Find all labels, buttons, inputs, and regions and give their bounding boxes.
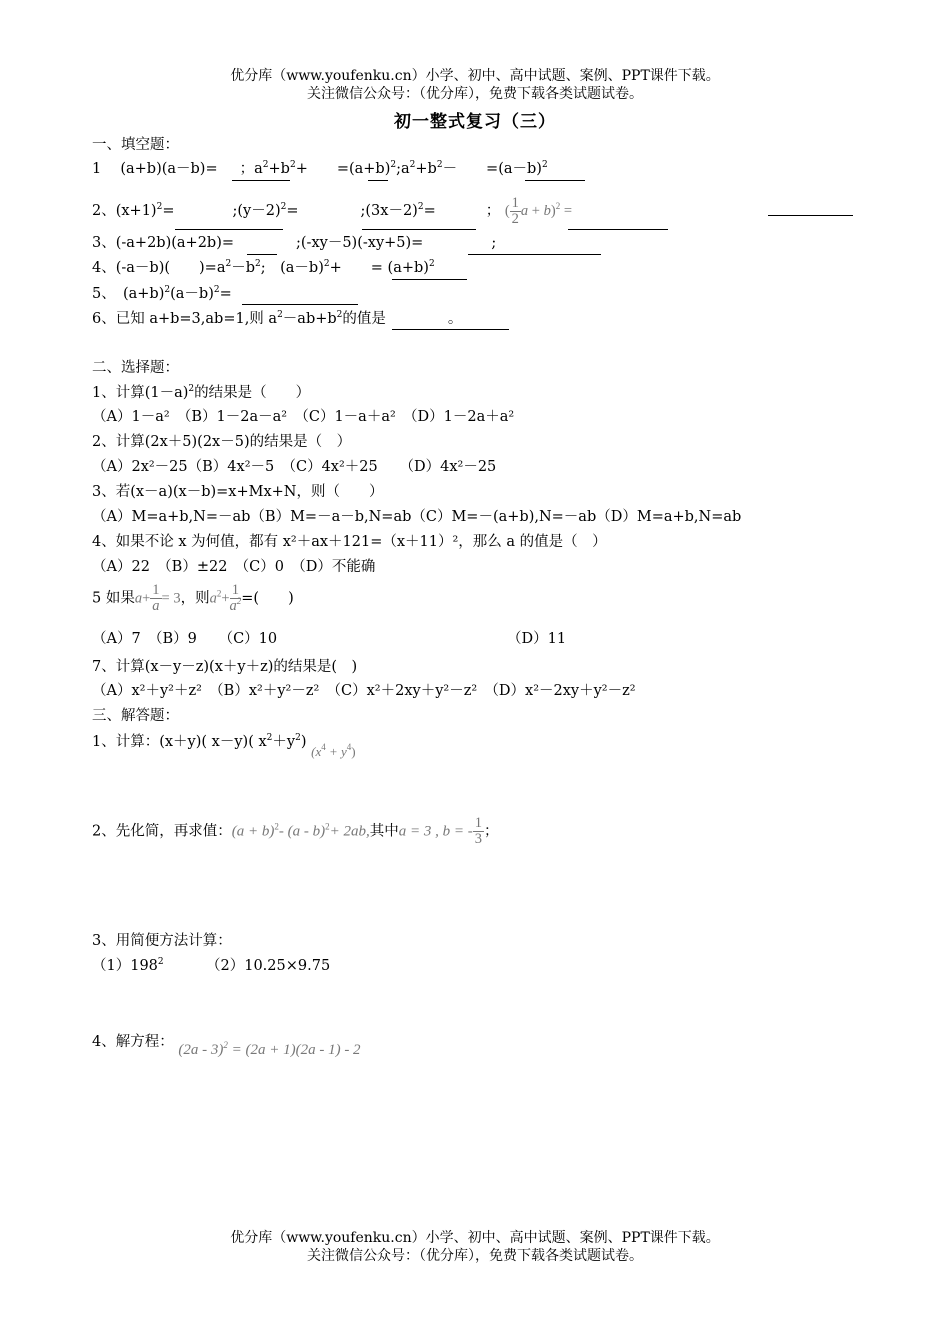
fill-q4-text-b: －b [231,260,256,276]
solve-q1-f-sup-1: 4 [321,742,326,752]
choice-q3-options: （A）M=a+b,N=－ab（B）M=－a－b,N=ab（C）M=－(a+b),N=－ab（D）M=a+b,N=ab [92,509,742,525]
fill-q2-frac-num: 1 [511,195,519,211]
fill-q6-text-b: －ab+b [282,311,337,327]
solve-q1-text-b: ＋y [272,734,296,750]
fill-q1-sup-3: 2 [390,160,397,170]
fill-q1-blank-2[interactable] [368,180,388,181]
fill-q3 [92,234,496,252]
solve-q4-text-a: 4、解方程： [92,1034,174,1050]
section-choice-heading: 二、选择题： [92,360,179,376]
choice-q5-stem [92,583,294,614]
solve-q3-part1-sup: 2 [157,957,164,967]
fill-q5-blank[interactable] [242,304,358,305]
choice-q1-stem [92,384,310,402]
fill-q3-text-b: ;(-xy－5)(-xy+5)= [296,235,424,251]
fill-q2-frac-den: 2 [511,211,519,227]
choice-q5-sup: 2 [216,588,222,599]
fill-q2-var-b: b [543,202,551,219]
choice-q4-stem: 4、如果不论 x 为何值，都有 x²＋ax＋121=（x＋11）²，那么 a 的值是（ ） [92,534,607,550]
solve-q1-f-close: ) [351,744,356,759]
choice-q1-sup: 2 [188,384,195,394]
fill-q2 [92,196,572,227]
fill-q2-text-f: = [423,202,436,219]
fill-q2-plus: + [531,202,540,219]
fill-q4-blank[interactable] [392,279,467,280]
choice-q5-frac1-num: 1 [152,582,160,598]
solve-q2-frac-num: 1 [474,815,482,831]
fill-q1-text-f: +b [415,161,437,177]
fill-q1-sup-6: 2 [541,160,548,170]
fill-q6-sup-1: 2 [277,310,283,320]
fill-q1-sup-4: 2 [409,160,416,170]
solve-q3-part2: （2）10.25×9.75 [206,958,331,974]
solve-q2-text-where: 其中 [369,823,399,840]
fill-q6-text-c: 的值是 [342,311,386,327]
fill-q2-blank-3[interactable] [568,229,668,230]
fill-q2-text-c: ;(y－2) [232,202,281,219]
fill-q2-sup-1: 2 [156,201,163,212]
choice-q5-options-a: （A）7 （B）9 （C）10 [92,631,278,647]
solve-q2-f3: + 2ab, [329,823,370,840]
choice-q5-options-b: （D）11 [507,631,567,647]
solve-q3-part1-text: （1）198 [92,958,158,974]
fill-q4-sup-1: 2 [225,259,232,269]
choice-q2-stem: 2、计算(2x＋5)(2x－5)的结果是（ ） [92,434,352,450]
fill-q1-blank-1[interactable] [232,180,290,181]
choice-q5-plus-1: + [142,590,151,607]
solve-q2-f2: - (a - b) [278,823,326,840]
solve-q4 [92,1033,361,1058]
fill-q2-text-g: ； [485,202,501,219]
solve-q1-f-x: (x [311,744,322,759]
choice-q2-options: （A）2x²－25（B）4x²－5 （C）4x²＋25 （D）4x²－25 [92,459,497,475]
solve-q4-f1: (2a - 3) [178,1042,224,1058]
solve-q2-text-a: 2、先化简，再求值： [92,823,232,840]
fill-q1-text-b: ；a [239,161,263,177]
solve-q2 [92,816,498,847]
fill-q5 [92,285,232,303]
fill-q3-text-c: ; [491,235,497,251]
choice-q5-frac1-den: a [152,598,160,614]
fill-q5-sup-2: 2 [213,285,220,295]
fill-q5-sup-1: 2 [164,285,171,295]
fill-q4-sup-4: 2 [428,259,435,269]
fill-q1-text-c: +b [268,161,290,177]
choice-q5-text-a: 5 如果 [92,590,135,607]
fill-q1-sup-5: 2 [436,160,443,170]
fill-q1-sup-2: 2 [289,160,296,170]
section-fill-heading: 一、填空题： [92,137,179,153]
fill-q1-text-e: ;a [396,161,410,177]
fill-q1-blank-3[interactable] [525,180,585,181]
fill-q2-equals: = [563,202,573,219]
fill-q5-text-b: (a－b) [170,286,214,302]
solve-q1-f-sup-2: 4 [346,742,352,752]
choice-q7-stem: 7、计算(x－y－z)(x＋y＋z)的结果是( ) [92,659,358,675]
fill-q3-blank-1[interactable] [247,254,277,255]
fill-q1-text-d: + =(a+b) [295,161,391,177]
solve-q1-text-a: 1、计算：(x＋y)( x－y)( x [92,734,267,750]
choice-q5-var-a2: a [209,590,217,607]
fill-q2-sup-3: 2 [417,201,424,212]
fill-q4 [92,259,435,277]
choice-q5-frac2-den: a [229,598,237,614]
solve-q4-sup: 2 [223,1040,228,1050]
fill-q2-text-d: = [286,202,299,219]
solve-q3-part1 [92,957,164,975]
fill-q6-sup-2: 2 [336,310,343,320]
solve-q2-f4: a = 3 , b = - [398,823,473,840]
fill-q2-text-e: ;(3x－2) [360,202,418,219]
fill-q2-blank-1[interactable] [175,229,283,230]
choice-q4-options: （A）22 （B）±22 （C）0 （D）不能确 [92,559,376,575]
fill-q2-sup-4: 2 [555,200,561,211]
solve-q2-end: ； [483,823,499,840]
choice-q1-stem-a: 1、计算(1－a) [92,385,189,401]
choice-q5-frac2-num: 1 [230,583,242,599]
fill-q2-formula: ( $\frac{1}{2}$ a + b)$^2$ = [504,195,573,227]
fill-q2-sup-2: 2 [280,201,287,212]
fill-q4-sup-2: 2 [255,259,261,269]
fill-q4-text-d: + = (a+b) [329,260,429,276]
choice-q5-text-then: ，则 [180,590,210,607]
choice-q5-eq3: = 3 [161,590,181,607]
choice-q1-stem-b: 的结果是（ ） [194,385,311,401]
solve-q3-heading: 3、用简便方法计算： [92,933,232,949]
choice-q3-stem: 3、若(x－a)(x－b)=x+Mx+N，则（ ） [92,484,384,500]
choice-q5-text-end: =( ) [241,590,294,607]
solve-q4-f2: = (2a + 1)(2a - 1) - 2 [231,1042,361,1058]
solve-q2-frac-den: 3 [474,831,482,847]
fill-q5-text-a: 5、 (a+b) [92,286,165,302]
choice-q5-frac2-sup: 2 [236,596,242,606]
solve-q1 [92,733,356,759]
fill-q1 [92,160,548,178]
choice-q1-options: （A）1－a² （B）1－2a－a² （C）1－a＋a² （D）1－2a＋a² [92,409,515,425]
solve-q1-formula [311,744,356,759]
fill-q6 [92,310,462,328]
section-solve-heading: 三、解答题： [92,708,179,724]
footer-line-2: 关注微信公众号：（优分库），免费下载各类试题试卷。 [307,1248,643,1264]
solve-q1-text-c: ) [300,734,307,750]
header-line-2: 关注微信公众号：（优分库），免费下载各类试题试卷。 [307,86,643,102]
fill-q6-blank[interactable] [392,329,509,330]
choice-q5-var-a: a [134,590,143,607]
fill-q4-text-a: 4、(-a－b)( )=a [92,260,226,276]
fill-q6-text-d: 。 [447,311,463,327]
fill-q1-text-a: 1 (a+b)(a－b)= [92,161,218,177]
choice-q5-plus-2: + [221,590,230,607]
solve-q2-f1: (a + b) [231,823,275,840]
solve-q1-sup-2: 2 [295,733,301,743]
solve-q2-sup-2: 2 [325,821,330,832]
footer-line-1: 优分库（www.youfenku.cn）小学、初中、高中试题、案例、PPT课件下载。 [230,1230,720,1246]
fill-q2-blank-2[interactable] [362,229,476,230]
fill-q3-text-a: 3、(-a+2b)(a+2b)= [92,235,235,251]
fill-q1-text-g: － =(a－b) [442,161,542,177]
fill-q6-text-a: 6、已知 a+b=3,ab=1,则 a [92,311,278,327]
fill-q4-text-c: ; (a－b) [260,260,324,276]
fill-q2-text-a: 2、(x+1) [92,202,157,219]
fill-q3-blank-2[interactable] [468,254,601,255]
header-line-1: 优分库（www.youfenku.cn）小学、初中、高中试题、案例、PPT课件下载。 [230,68,720,84]
fill-q2-blank-4[interactable] [768,215,853,216]
page-title: 初一整式复习（三） [394,112,556,132]
fill-q1-sup-1: 2 [262,160,269,170]
fill-q5-text-c: = [219,286,232,302]
solve-q1-sup-1: 2 [266,733,273,743]
solve-q1-f-y: + y [328,744,347,759]
fill-q4-sup-3: 2 [323,259,330,269]
solve-q2-sup-1: 2 [274,821,279,832]
fill-q2-text-b: = [162,202,175,219]
choice-q7-options: （A）x²＋y²＋z² （B）x²＋y²－z² （C）x²＋2xy＋y²－z² （D）x²－2xy＋y²－z² [92,683,636,699]
solve-q4-formula [178,1042,360,1058]
fill-q2-var-a: a [520,202,529,219]
